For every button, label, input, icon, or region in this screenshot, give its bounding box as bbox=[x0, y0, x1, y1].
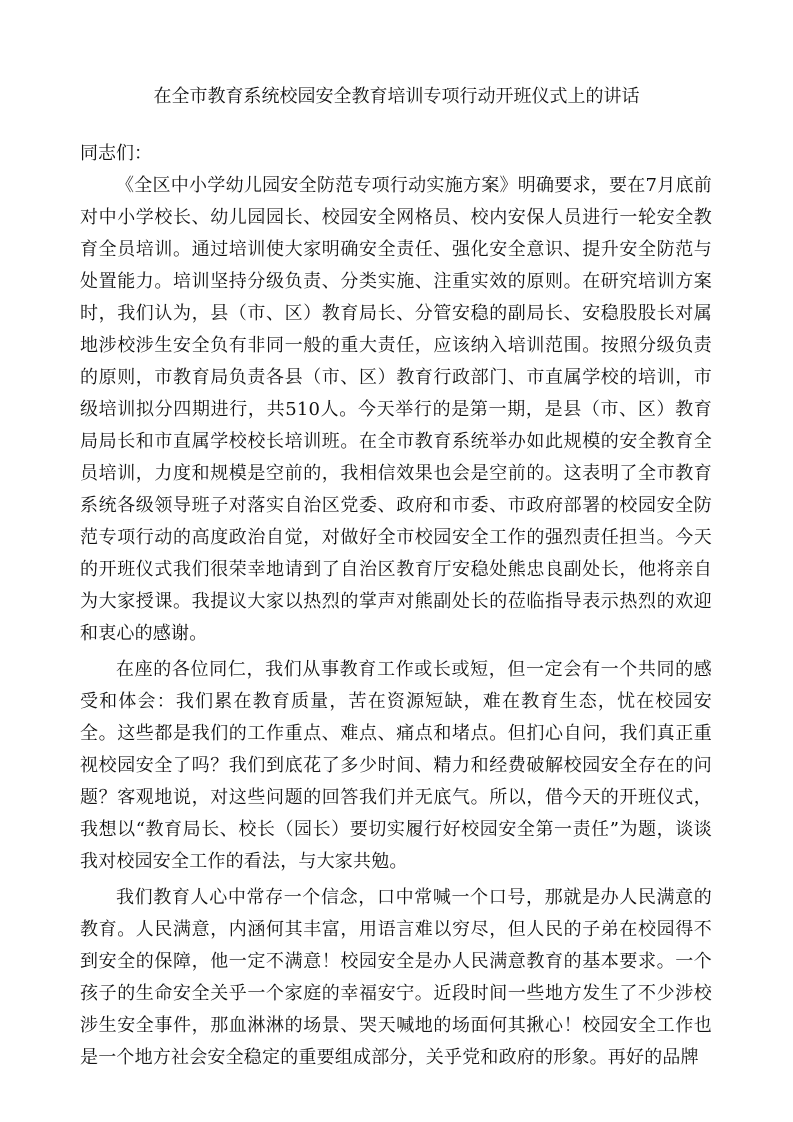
paragraph-3: 我们教育人心中常存一个信念，口中常喊一个口号，那就是办人民满意的教育。人民满意，内涵何其丰富，用语言难以穷尽，但人民的子弟在校园得不到安全的保障，他一定不满意！校园安全是办人民满意教育的基本要求。一个孩子的生命安全关乎一个家庭的幸福安宁。近段时间一些地方发生了不少涉校涉生安全事件，那血淋淋的场景、哭天喊地的场面何其揪心！校园安全工作也是一个地方社会安全稳定的重要组成部分，关乎党和政府的形象。再好的品牌 bbox=[80, 887, 712, 1068]
paragraph-2: 在座的各位同仁，我们从事教育工作或长或短，但一定会有一个共同的感受和体会：我们累在教育质量，苦在资源短缺，难在教育生态，忧在校园安全。这些都是我们的工作重点、难点、痛点和堵点。但扪心自问，我们真正重视校园安全了吗？我们到底花了多少时间、精力和经费破解校园安全存在的问题？客观地说，对这些问题的回答我们并无底气。所以，借今天的开班仪式，我想以“教育局长、校长（园长）要切实履行好校园安全第一责任”为题，谈谈我对校园安全工作的看法，与大家共勉。 bbox=[80, 659, 712, 872]
paragraph-1: 《全区中小学幼儿园安全防范专项行动实施方案》明确要求，要在7月底前对中小学校长、幼儿园园长、校园安全网格员、校内安保人员进行一轮安全教育全员培训。通过培训使大家明确安全责任、强化安全意识、提升安全防范与处置能力。培训坚持分级负责、分类实施、注重实效的原则。在研究培训方案时，我们认为，县（市、区）教育局长、分管安稳的副局长、安稳股股长对属地涉校涉生安全负有非同一般的重大责任，应该纳入培训范围。按照分级负责的原则，市教育局负责各县（市、区）教育行政部门、市直属学校的培训，市级培训拟分四期进行，共510人。今天举行的是第一期，是县（市、区）教育局局长和市直属学校校长培训班。在全市教育系统举办如此规模的安全教育全员培训，力度和规模是空前的，我相信效果也会是空前的。这表明了全市教育系统各级领导班子对落实自治区党委、政府和市委、市政府部署的校园安全防范专项行动的高度政治自觉，对做好全市校园安全工作的强烈责任担当。今天的开班仪式我们很荣幸地请到了自治区教育厅安稳处熊忠良副处长，他将亲自为大家授课。我提议大家以热烈的掌声对熊副处长的莅临指导表示热烈的欢迎和衷心的感谢。 bbox=[80, 175, 712, 644]
document-title: 在全市教育系统校园安全教育培训专项行动开班仪式上的讲话 bbox=[153, 86, 640, 107]
document-body bbox=[80, 138, 712, 1078]
salutation: 同志们： bbox=[80, 143, 152, 164]
